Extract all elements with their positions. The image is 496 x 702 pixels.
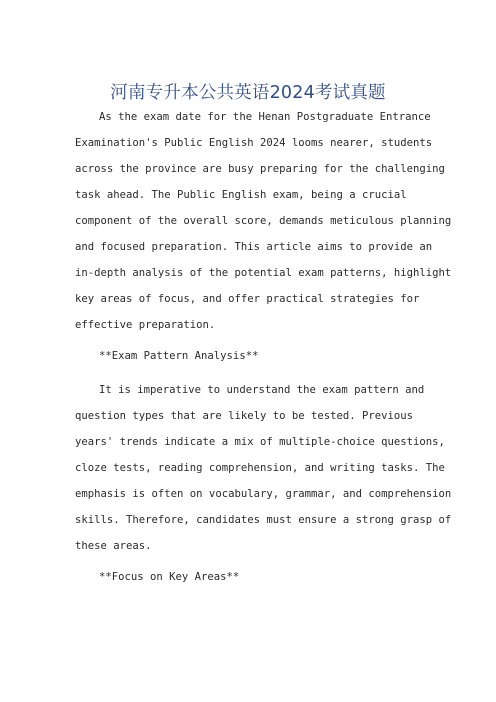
paragraph-line: and focused preparation. This article aims to provide an — [75, 241, 433, 253]
paragraph-line: emphasis is often on vocabulary, grammar, and comprehension — [75, 488, 452, 500]
paragraph-line: in-depth analysis of the potential exam patterns, highlight — [75, 267, 452, 279]
paragraph-line: skills. Therefore, candidates must ensure a strong grasp of — [75, 514, 452, 526]
paragraph-line: component of the overall score, demands meticulous planning — [75, 215, 452, 227]
paragraph-line: question types that are likely to be tested. Previous — [75, 410, 414, 422]
paragraph-line: key areas of focus, and offer practical strategies for — [75, 293, 420, 305]
paragraph-line: task ahead. The Public English exam, being a crucial — [75, 189, 407, 201]
paragraph-line: years' trends indicate a mix of multiple-choice questions, — [75, 436, 445, 448]
paragraph-line: It is imperative to understand the exam pattern and — [99, 384, 425, 396]
document-title: 河南专升本公共英语2024考试真题 — [110, 83, 386, 103]
section-heading: **Exam Pattern Analysis** — [99, 350, 259, 362]
paragraph-line: cloze tests, reading comprehension, and writing tasks. The — [75, 462, 445, 474]
paragraph-line: across the province are busy preparing for the challenging — [75, 163, 445, 175]
paragraph-line: Examination's Public English 2024 looms nearer, students — [75, 137, 433, 149]
paragraph-line: As the exam date for the Henan Postgraduate Entrance — [99, 111, 431, 123]
paragraph-line: effective preparation. — [75, 319, 216, 331]
section-heading: **Focus on Key Areas** — [99, 571, 240, 583]
paragraph-line: these areas. — [75, 540, 152, 552]
